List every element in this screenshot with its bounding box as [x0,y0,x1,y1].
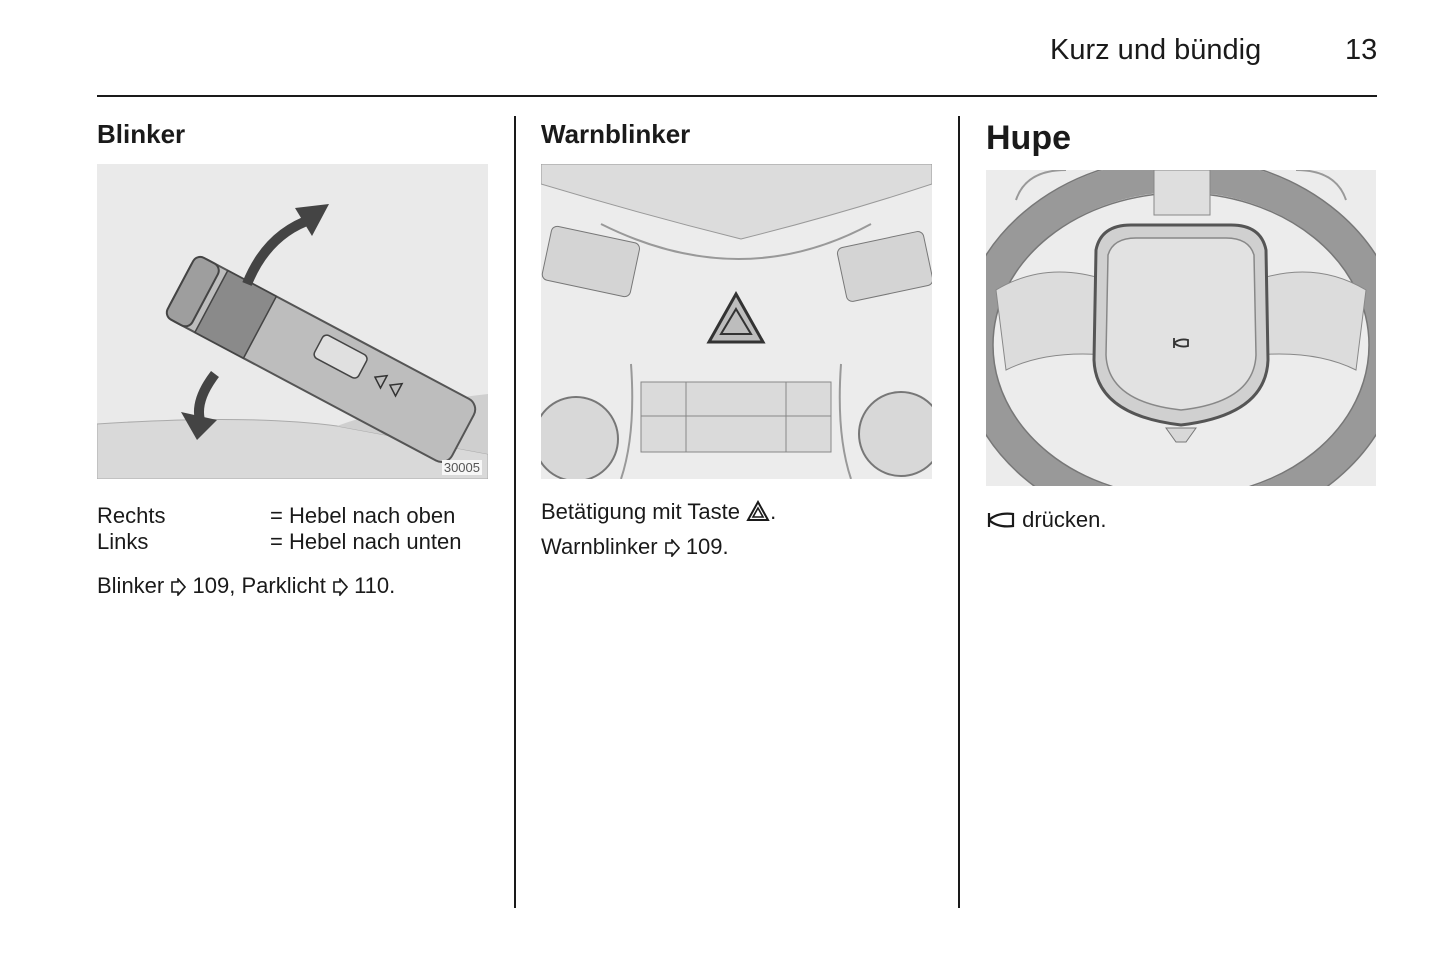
reference-page[interactable]: 109. [685,534,729,559]
row-label: Links [97,529,149,554]
column-divider [514,116,516,908]
column-blinker [97,116,489,152]
hazard-triangle-icon [746,500,770,522]
reference-page[interactable]: 110. [354,573,396,598]
row-value: = Hebel nach oben [270,503,456,528]
page-reference-arrow-icon [170,578,186,596]
reference-page[interactable]: 109, [192,573,236,598]
figure-number: 30005 [443,460,480,475]
column-warnblinker [541,116,933,152]
column-divider [958,116,960,908]
page-reference-arrow-icon [664,539,680,557]
header-rule [97,95,1377,97]
instruction-end: . [770,499,777,524]
figure-hazard-switch-panel [541,164,932,479]
section-heading-warnblinker: Warnblinker [541,119,691,149]
table-row [97,503,489,529]
header-section-title: Kurz und bündig [1050,34,1262,66]
reference-text: Parklicht [241,573,326,598]
horn-instruction [986,507,1107,533]
figure-turn-signal-lever [97,164,488,479]
page-number: 13 [1345,34,1378,66]
hazard-instruction [541,499,776,525]
section-heading-hupe: Hupe [986,119,1071,157]
instruction-text: drücken. [1022,507,1107,532]
page-reference-arrow-icon [332,578,348,596]
row-label: Rechts [97,503,166,528]
row-value: = Hebel nach unten [270,529,462,554]
turn-signal-table [97,503,489,555]
figure-steering-wheel [986,170,1376,486]
instruction-text: Betätigung mit Taste [541,499,740,524]
cross-reference-line [541,534,729,560]
reference-text: Blinker [97,573,165,598]
column-hupe [986,116,1378,160]
cross-reference-line [97,573,395,599]
reference-text: Warnblinker [541,534,658,559]
section-heading-blinker: Blinker [97,119,186,149]
horn-icon [986,510,1016,530]
table-row [97,529,489,555]
